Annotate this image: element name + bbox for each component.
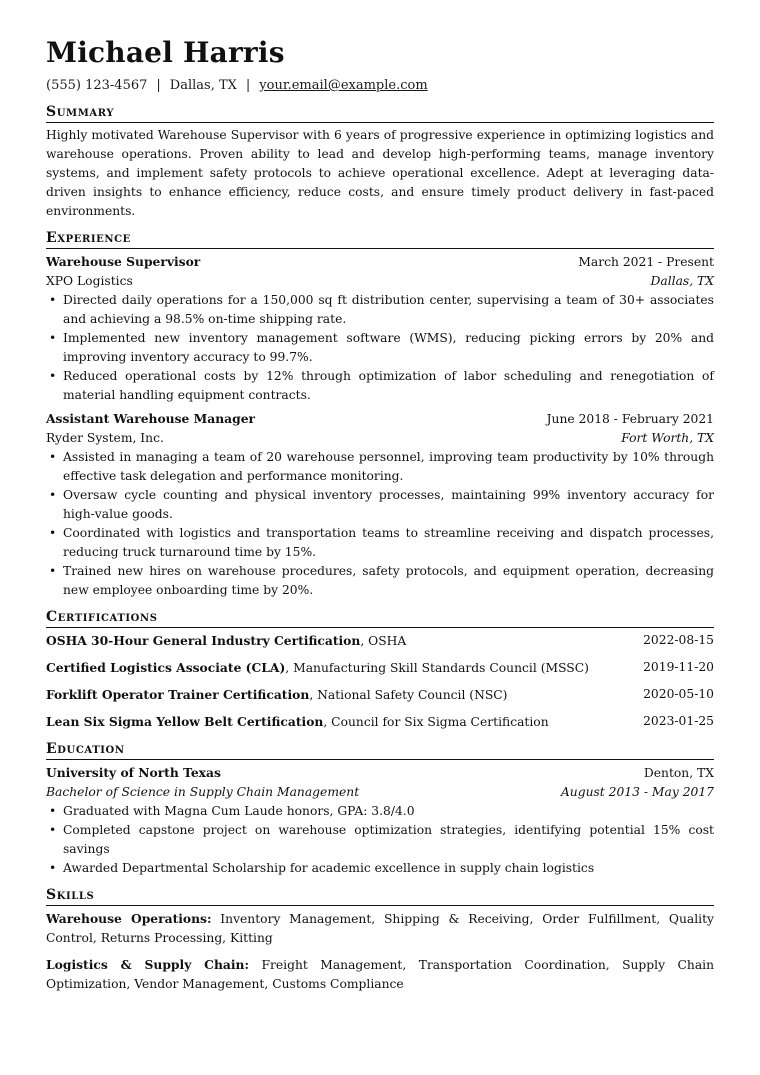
skill-group-label: Logistics & Supply Chain: [46,957,250,972]
certification-date: 2020-05-10 [643,687,714,701]
skill-group-text: Inventory Management, Shipping & Receiving, Order Fulfillment, Quality Control, Returns Processing, Kitting [46,912,714,945]
candidate-name: Michael Harris [46,36,285,69]
list-item: • Oversaw cycle counting and physical inventory processes, maintaining 99% inventory accuracy for high-value goods. [63,486,714,524]
education-section [46,740,714,878]
certification-name: Forklift Operator Trainer Certification [46,687,310,702]
job-dates: March 2021 - Present [578,255,714,269]
experience-section [46,229,714,600]
education-dates: August 2013 - May 2017 [560,785,714,799]
contact-separator: | [245,78,251,93]
certification-name: Lean Six Sigma Yellow Belt Certification [46,714,324,729]
certification-item [46,712,714,732]
certification-issuer: , OSHA [360,634,407,648]
school-location: Denton, TX [643,766,714,780]
list-item: • Assisted in managing a team of 20 warehouse personnel, improving team productivity by 10% through effective task delegation and performance monitoring. [63,448,714,486]
certification-issuer: , Manufacturing Skill Standards Council (MSSC) [285,661,589,675]
certification-issuer: , Council for Six Sigma Certification [323,715,549,729]
job-title: Assistant Warehouse Manager [46,411,256,426]
skill-group [46,909,714,948]
certification-name: OSHA 30-Hour General Industry Certification [46,633,361,648]
degree: Bachelor of Science in Supply Chain Management [46,785,360,799]
section-title-education: Education [46,740,714,760]
certification-item [46,658,714,678]
certification-date: 2023-01-25 [643,714,714,728]
section-title-experience: Experience [46,229,714,249]
section-title-skills: Skills [46,886,714,906]
list-item: • Trained new hires on warehouse procedures, safety protocols, and equipment operation, decreasing new employee onboarding time by 20%. [63,562,714,600]
skill-group [46,955,714,994]
job-bullets [46,291,714,405]
company-name: XPO Logistics [46,274,133,288]
skills-section [46,886,714,994]
certifications-section [46,608,714,732]
email-link[interactable]: your.email@example.com [259,78,428,93]
job-entry [46,409,714,600]
job-location: Fort Worth, TX [621,431,714,445]
section-title-certifications: Certifications [46,608,714,628]
list-item: • Graduated with Magna Cum Laude honors, GPA: 3.8/4.0 [63,802,714,821]
certification-date: 2022-08-15 [643,633,714,647]
job-location: Dallas, TX [650,274,714,288]
job-title: Warehouse Supervisor [46,254,201,269]
section-title-summary: Summary [46,103,714,123]
list-item: • Implemented new inventory management software (WMS), reducing picking errors by 20% and improving inventory accuracy to 99.7%. [63,329,714,367]
resume-page [46,36,714,1001]
list-item: • Directed daily operations for a 150,000 sq ft distribution center, supervising a team of 30+ associates and achieving a 98.5% on-time shipping rate. [63,291,714,329]
location: Dallas, TX [169,78,237,93]
job-bullets [46,448,714,600]
education-bullets [46,802,714,878]
certification-item [46,631,714,651]
list-item: • Completed capstone project on warehouse optimization strategies, identifying potential 15% cost savings [63,821,714,859]
certification-issuer: , National Safety Council (NSC) [309,688,508,702]
certification-name: Certified Logistics Associate (CLA) [46,660,286,675]
summary-section [46,103,714,221]
company-name: Ryder System, Inc. [46,431,164,445]
phone-number: (555) 123-4567 [46,78,148,93]
contact-separator: | [156,78,161,93]
list-item: • Coordinated with logistics and transportation teams to streamline receiving and dispatch processes, reducing truck turnaround time by 15%. [63,524,714,562]
certification-item [46,685,714,705]
list-item: • Awarded Departmental Scholarship for academic excellence in supply chain logistics [63,859,714,878]
summary-text: Highly motivated Warehouse Supervisor with 6 years of progressive experience in optimizing logistics and warehouse operations. Proven ability to lead and develop high-performing teams, manage inventory systems, and implement safety protocols to achieve operational excellence. Adept at leveraging data-driven insights to enhance efficiency, reduce costs, and ensure timely product delivery in fast-paced environments. [46,128,714,218]
contact-line [46,77,714,95]
school-name: University of North Texas [46,765,221,780]
certification-date: 2019-11-20 [643,660,714,674]
list-item: • Reduced operational costs by 12% through optimization of labor scheduling and renegotiation of material handling equipment contracts. [63,367,714,405]
job-entry [46,252,714,405]
skill-group-label: Warehouse Operations: [46,911,212,926]
skill-group-text: Freight Management, Transportation Coordination, Supply Chain Optimization, Vendor Management, Customs Compliance [46,958,714,991]
job-dates: June 2018 - February 2021 [546,412,714,426]
